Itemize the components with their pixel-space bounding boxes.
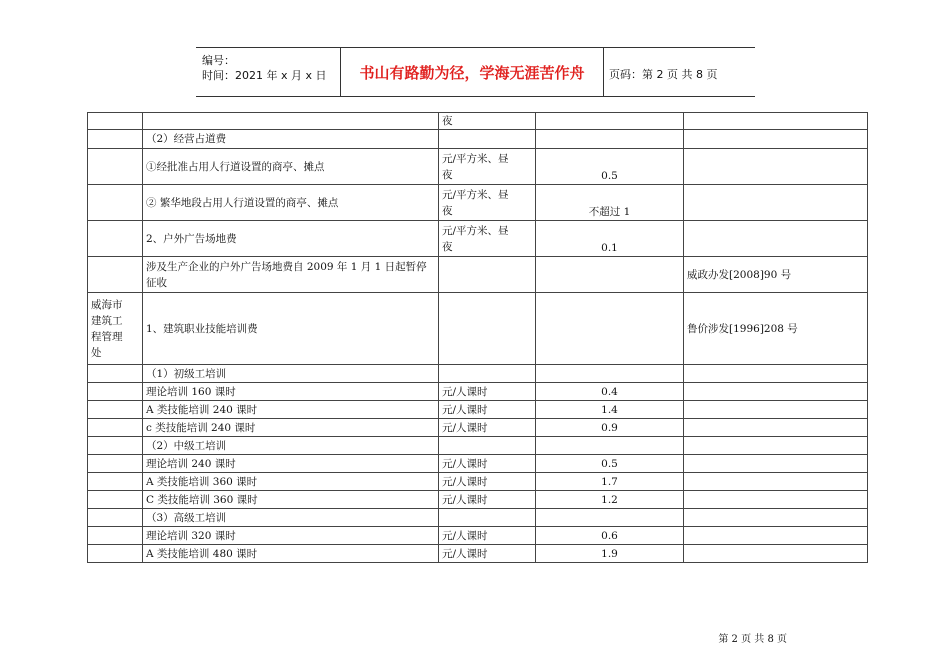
- time-label: 时间：2021 年 x 月 x 日: [202, 69, 327, 82]
- value-cell: 0.9: [536, 419, 684, 437]
- unit-line: 夜: [442, 240, 453, 253]
- dept-cell: [88, 527, 143, 545]
- table-row: [88, 401, 868, 419]
- table-row: [88, 455, 868, 473]
- table-row: [88, 185, 868, 221]
- item-cell: ② 繁华地段占用人行道设置的商亭、摊点: [143, 185, 439, 221]
- item-cell: 2、户外广告场地费: [143, 221, 439, 257]
- unit-cell: 元/人课时: [439, 527, 536, 545]
- value-cell: [536, 130, 684, 149]
- unit-cell: 元/人课时: [439, 401, 536, 419]
- basis-cell: [684, 545, 868, 563]
- item-line: 涉及生产企业的户外广告场地费自 2009 年 1 月 1 日起暂停: [146, 260, 427, 273]
- dept-cell: [88, 293, 143, 365]
- dept-line: 威海市: [91, 298, 123, 311]
- unit-cell: 元/人课时: [439, 419, 536, 437]
- basis-cell: [684, 149, 868, 185]
- basis-cell: [684, 509, 868, 527]
- dept-cell: [88, 257, 143, 293]
- table-row: [88, 365, 868, 383]
- value-cell: [536, 437, 684, 455]
- value-cell: [536, 293, 684, 365]
- item-line: 征收: [146, 276, 167, 289]
- dept-line: 处: [91, 346, 102, 359]
- item-cell: [143, 257, 439, 293]
- basis-cell: [684, 455, 868, 473]
- unit-cell: [439, 149, 536, 185]
- basis-cell: [684, 365, 868, 383]
- dept-cell: [88, 401, 143, 419]
- unit-cell: [439, 221, 536, 257]
- item-cell: A 类技能培训 240 课时: [143, 401, 439, 419]
- unit-cell: 元/人课时: [439, 545, 536, 563]
- basis-cell: [684, 185, 868, 221]
- value-cell: [536, 257, 684, 293]
- table-row: [88, 509, 868, 527]
- unit-cell: 元/人课时: [439, 383, 536, 401]
- table-row: [88, 437, 868, 455]
- item-cell: 理论培训 240 课时: [143, 455, 439, 473]
- item-cell: （3）高级工培训: [143, 509, 439, 527]
- value-cell: [536, 113, 684, 130]
- item-cell: （1）初级工培训: [143, 365, 439, 383]
- value-cell: 0.5: [536, 455, 684, 473]
- item-cell: C 类技能培训 360 课时: [143, 491, 439, 509]
- dept-cell: [88, 149, 143, 185]
- value-cell: 0.6: [536, 527, 684, 545]
- value-cell: 不超过 1: [536, 185, 684, 221]
- page-code: 页码：第 2 页 共 8 页: [609, 68, 718, 81]
- table-row: [88, 527, 868, 545]
- document-header: [196, 47, 755, 97]
- unit-cell: [439, 185, 536, 221]
- fee-table: [87, 112, 868, 563]
- basis-cell: 威政办发[2008]90 号: [684, 257, 868, 293]
- dept-cell: [88, 221, 143, 257]
- item-cell: （2）中级工培训: [143, 437, 439, 455]
- unit-line: 夜: [442, 204, 453, 217]
- basis-cell: [684, 419, 868, 437]
- motto: 书山有路勤为径，学海无涯苦作舟: [359, 64, 585, 82]
- item-cell: （2）经营占道费: [143, 130, 439, 149]
- basis-cell: [684, 130, 868, 149]
- dept-cell: [88, 491, 143, 509]
- dept-cell: [88, 113, 143, 130]
- basis-cell: 鲁价涉发[1996]208 号: [684, 293, 868, 365]
- table-row: [88, 257, 868, 293]
- header-page-cell: [603, 48, 755, 96]
- unit-line: 元/平方米、昼: [442, 152, 509, 165]
- value-cell: [536, 365, 684, 383]
- dept-cell: [88, 130, 143, 149]
- value-cell: 0.5: [536, 149, 684, 185]
- table-row: [88, 130, 868, 149]
- unit-line: 元/平方米、昼: [442, 188, 509, 201]
- unit-cell: [439, 509, 536, 527]
- dept-line: 程管理: [91, 330, 123, 343]
- basis-cell: [684, 437, 868, 455]
- item-cell: A 类技能培训 360 课时: [143, 473, 439, 491]
- header-motto-cell: [340, 48, 604, 96]
- table-row: [88, 149, 868, 185]
- unit-cell: 元/人课时: [439, 491, 536, 509]
- dept-cell: [88, 365, 143, 383]
- table-row: [88, 293, 868, 365]
- dept-cell: [88, 455, 143, 473]
- table-row: [88, 545, 868, 563]
- basis-cell: [684, 527, 868, 545]
- dept-cell: [88, 185, 143, 221]
- dept-cell: [88, 437, 143, 455]
- table-row: [88, 419, 868, 437]
- item-cell: ①经批准占用人行道设置的商亭、摊点: [143, 149, 439, 185]
- basis-cell: [684, 491, 868, 509]
- dept-cell: [88, 473, 143, 491]
- value-cell: [536, 509, 684, 527]
- value-cell: 1.4: [536, 401, 684, 419]
- value-cell: 0.1: [536, 221, 684, 257]
- unit-cell: [439, 257, 536, 293]
- basis-cell: [684, 383, 868, 401]
- unit-line: 元/平方米、昼: [442, 224, 509, 237]
- dept-cell: [88, 509, 143, 527]
- item-cell: [143, 113, 439, 130]
- basis-cell: [684, 473, 868, 491]
- item-cell: 1、建筑职业技能培训费: [143, 293, 439, 365]
- item-cell: A 类技能培训 480 课时: [143, 545, 439, 563]
- item-cell: 理论培训 320 课时: [143, 527, 439, 545]
- table-row: [88, 491, 868, 509]
- value-cell: 1.2: [536, 491, 684, 509]
- table-row: [88, 383, 868, 401]
- value-cell: 0.4: [536, 383, 684, 401]
- unit-cell: [439, 437, 536, 455]
- unit-cell: [439, 293, 536, 365]
- value-cell: 1.7: [536, 473, 684, 491]
- unit-cell: 夜: [439, 113, 536, 130]
- unit-cell: 元/人课时: [439, 473, 536, 491]
- table-row: [88, 221, 868, 257]
- dept-cell: [88, 419, 143, 437]
- basis-cell: [684, 113, 868, 130]
- unit-cell: [439, 130, 536, 149]
- unit-cell: 元/人课时: [439, 455, 536, 473]
- dept-cell: [88, 383, 143, 401]
- unit-line: 夜: [442, 168, 453, 181]
- value-cell: 1.9: [536, 545, 684, 563]
- basis-cell: [684, 401, 868, 419]
- item-cell: 理论培训 160 课时: [143, 383, 439, 401]
- dept-cell: [88, 545, 143, 563]
- table-row: [88, 113, 868, 130]
- table-row: [88, 473, 868, 491]
- item-cell: c 类技能培训 240 课时: [143, 419, 439, 437]
- page-footer: 第 2 页 共 8 页: [718, 634, 787, 645]
- basis-cell: [684, 221, 868, 257]
- number-label: 编号：: [202, 54, 235, 67]
- unit-cell: [439, 365, 536, 383]
- dept-line: 建筑工: [91, 314, 123, 327]
- header-meta: [196, 48, 340, 96]
